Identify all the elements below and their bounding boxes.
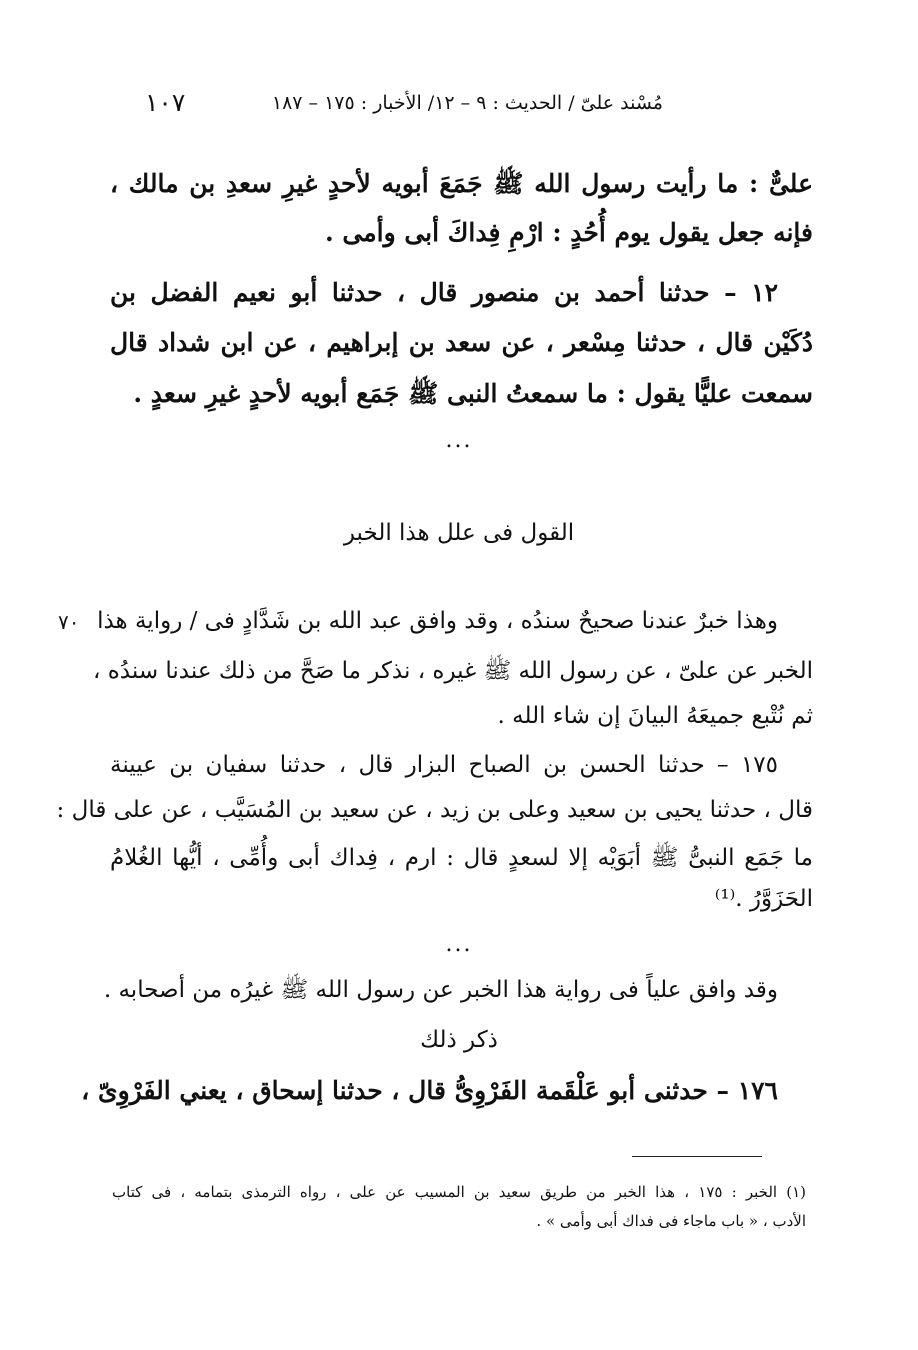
agreement-line: وقد وافق علياً فى رواية هذا الخبر عن رسول الله ﷺ غيرُه من أصحابه .: [103, 977, 778, 1003]
page-number: ١٠٧: [145, 88, 186, 117]
hadith-175-line-3: ما جَمَع النبىُّ ﷺ أبَوَيْه إلا لسعدٍ قال : ارم ، فِداك أبى وأُمِّى ، أيُّها الغُلامُ: [110, 845, 813, 871]
hadith-12-line-3: سمعت عليًّا يقول : ما سمعتُ النبى ﷺ جَمَع أبويه لأحدٍ غيرِ سعدٍ .: [133, 379, 813, 408]
hadith-176-line-1: ١٧٦ – حدثنى أبو عَلْقَمة الفَرْوِىُّ قال ، حدثنا إسحاق ، يعني الفَرْوِىّ ،: [81, 1076, 778, 1105]
separator-dots-2: ...: [445, 932, 473, 957]
footnote-rule: [632, 1156, 762, 1157]
top-block-line-2: فإنه جعل يقول يوم أُحُدٍ : ارْمِ فِداكَ أبى وأمى .: [324, 218, 813, 247]
commentary-line-1: وهذا خبرٌ عندنا صحيحٌ سندُه ، وقد وافق عبد الله بن شَدَّادٍ فى / رواية هذا: [97, 608, 778, 634]
separator-dots: ...: [445, 428, 473, 453]
margin-number: ٧٠: [58, 610, 80, 634]
section-heading: القول فى علل هذا الخبر: [343, 520, 575, 546]
hadith-175-line-1: ١٧٥ – حدثنا الحسن بن الصباح البزار قال ، حدثنا سفيان بن عيينة: [110, 752, 778, 778]
hadith-175-line-2: قال ، حدثنا يحيى بن سعيد وعلى بن زيد ، عن سعيد بن المُسَيَّب ، عن على قال :: [56, 797, 813, 823]
commentary-line-3: ثم نُتْبع جميعَهُ البيانَ إن شاء الله .: [497, 703, 813, 729]
subheading: ذكر ذلك: [420, 1027, 498, 1053]
commentary-line-2: الخبر عن علىّ ، عن رسول الله ﷺ غيره ، نذكر ما صَحَّ من ذلك عندنا سندُه ،: [93, 658, 813, 684]
hadith-12-line-2: دُكَيْن قال ، حدثنا مِسْعر ، عن سعد بن إبراهيم ، عن ابن شداد قال: [110, 328, 813, 357]
footnote-line-1: (١) الخبر : ١٧٥ ، هذا الخبر من طريق سعيد بن المسيب عن على ، رواه الترمذى بتمامه ، فى كتاب: [112, 1183, 807, 1201]
top-block-line-1: علىٌّ : ما رأيت رسول الله ﷺ جَمَعَ أبويه لأحدٍ غيرِ سعدِ بن مالك ،: [110, 169, 813, 198]
running-header: مُسْند علىّ / الحديث : ٩ – ١٢/ الأخبار : ١٧٥ – ١٨٧: [271, 92, 663, 114]
hadith-175-line-4: الحَزَوَّرُ .⁽¹⁾: [714, 886, 813, 912]
hadith-12-line-1: ١٢ – حدثنا أحمد بن منصور قال ، حدثنا أبو نعيم الفضل بن: [110, 278, 778, 307]
footnote-line-2: الأدب ، « باب ماجاء فى فداك أبى وأمى » .: [536, 1212, 806, 1230]
